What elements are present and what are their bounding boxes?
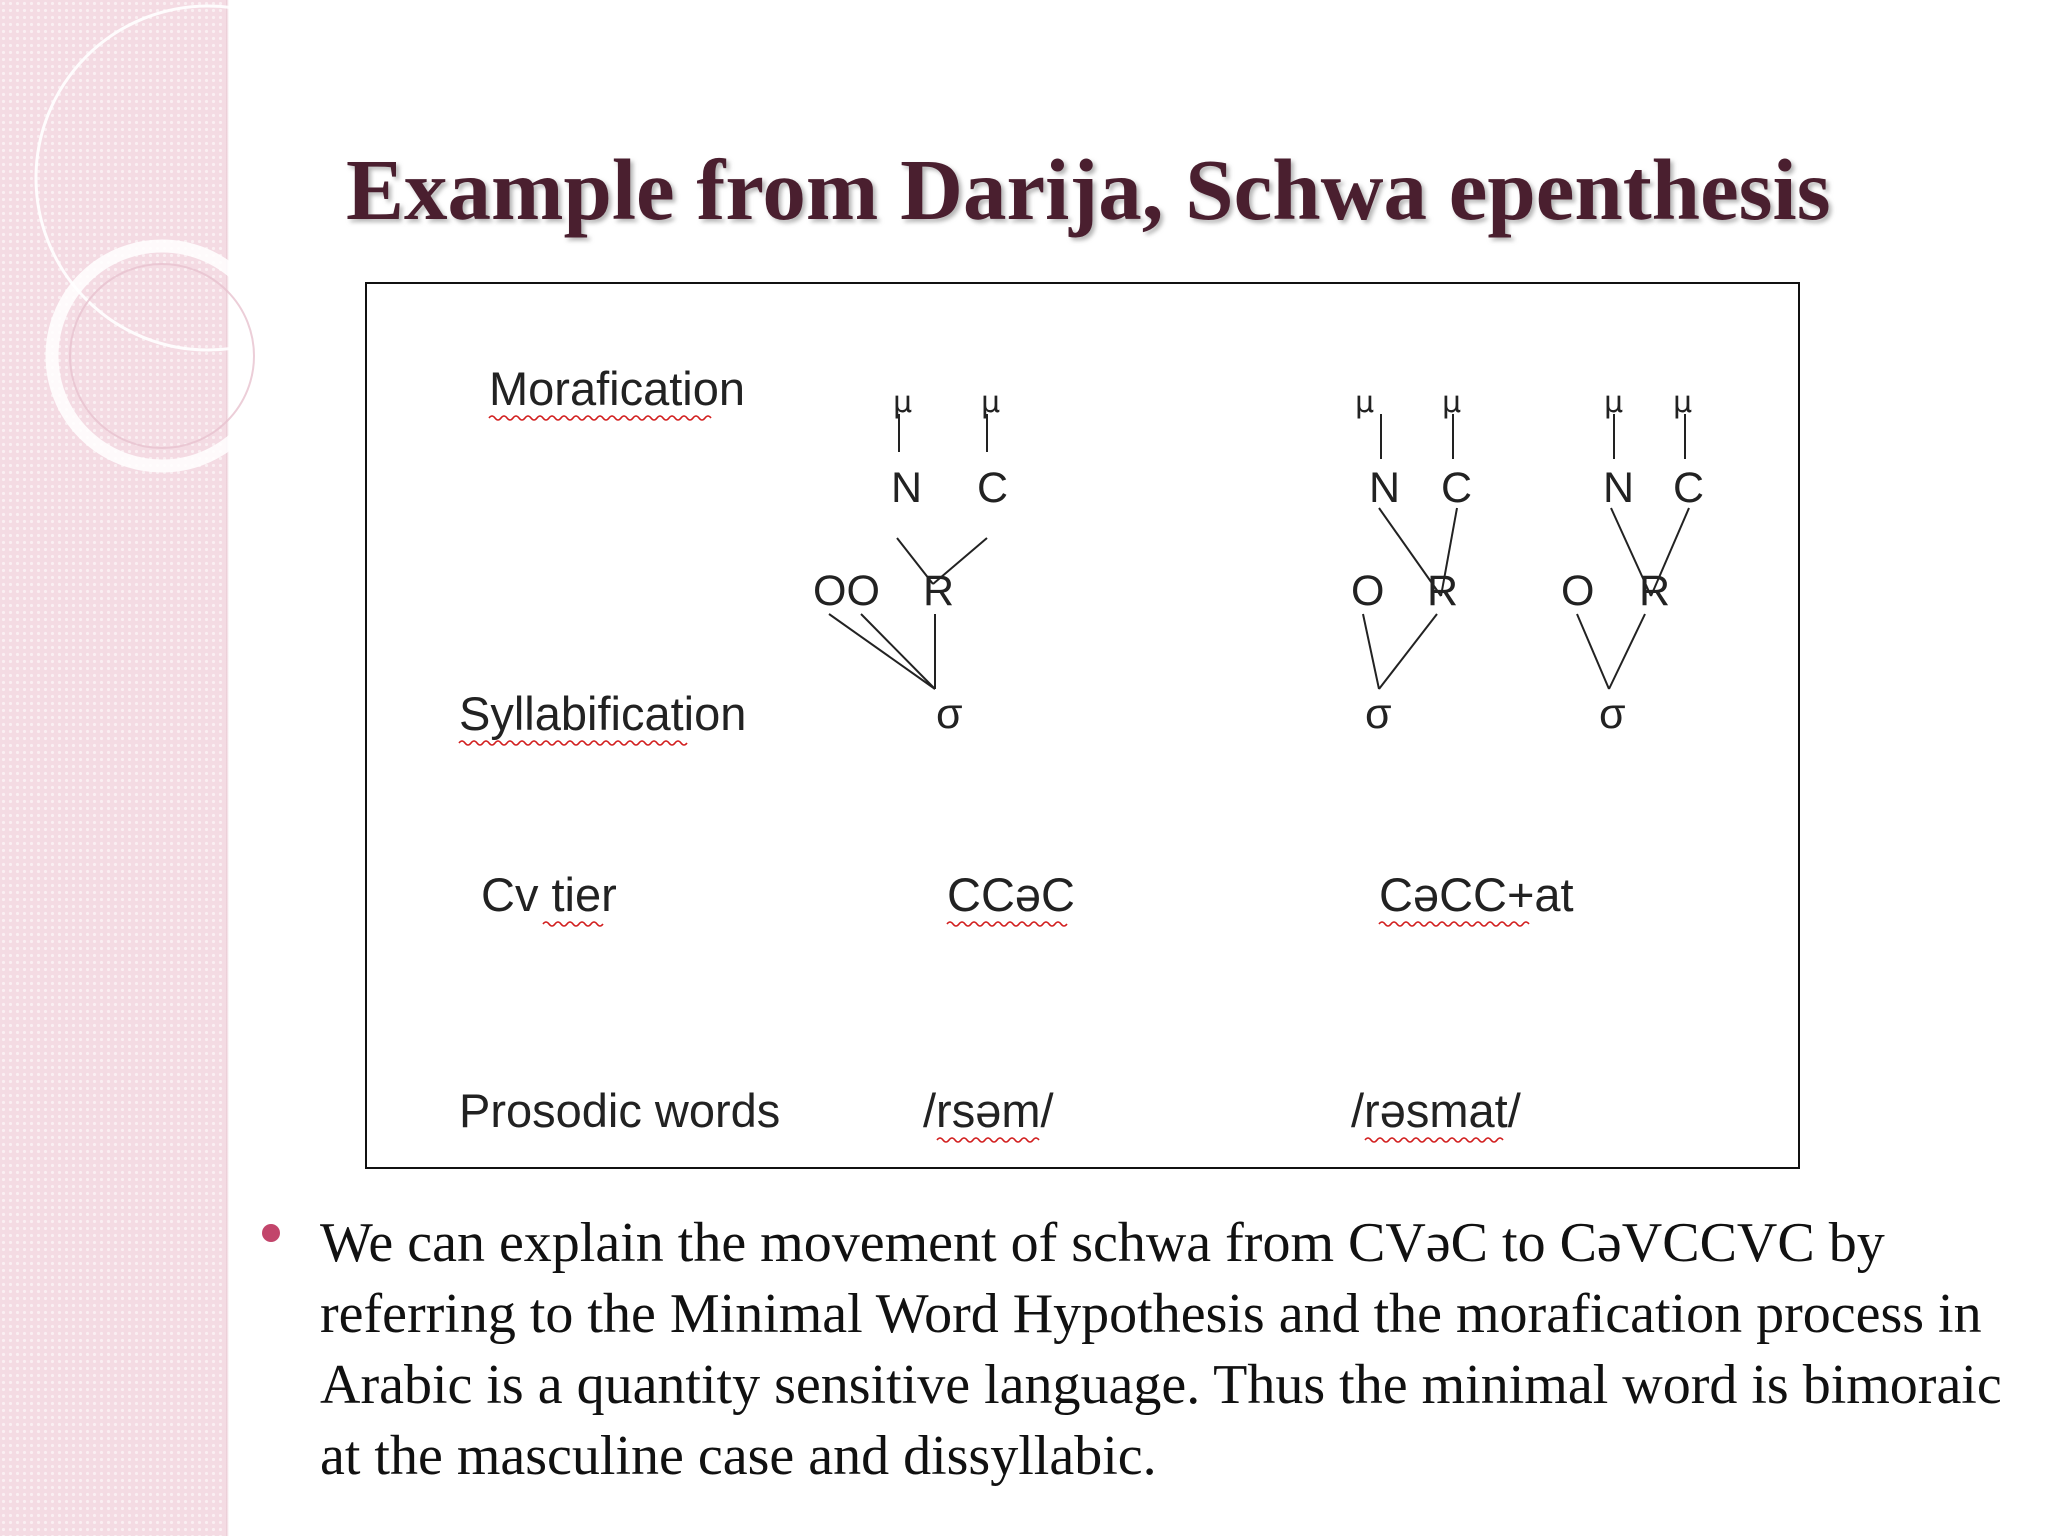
mu-symbol: μ: [1442, 385, 1462, 420]
spellcheck-underline: [459, 741, 687, 745]
nucleus-node: N: [1369, 464, 1401, 512]
sigma-node: σ: [936, 690, 963, 738]
mu-symbol: μ: [1673, 385, 1693, 420]
nucleus-node: N: [891, 464, 923, 512]
mu-symbol: μ: [1604, 385, 1624, 420]
sigma-node: σ: [1365, 690, 1392, 738]
tree-edge: [1577, 614, 1609, 689]
coda-node: C: [1673, 464, 1705, 512]
tree-edge: [1609, 614, 1645, 689]
cv-form: CCəC: [947, 868, 1075, 921]
nucleus-node: N: [1603, 464, 1635, 512]
spellcheck-underline: [937, 1138, 1039, 1142]
tier-label-prosodic-words: Prosodic words: [459, 1084, 781, 1137]
spellcheck-underline: [1365, 1138, 1503, 1142]
prosodic-form: /rsəm/: [923, 1084, 1054, 1137]
rhyme-node: R: [1639, 567, 1671, 615]
cv-form: CəCC+at: [1379, 868, 1574, 921]
onset-node: O: [1351, 567, 1385, 615]
mu-symbol: μ: [1355, 385, 1375, 420]
double-onset-node: OO: [813, 567, 880, 615]
coda-node: C: [1441, 464, 1473, 512]
rhyme-node: R: [1427, 567, 1459, 615]
coda-node: C: [977, 464, 1009, 512]
bullet-text: We can explain the movement of schwa from CVəC to CəVCCVC by referring to the Minimal Word Hypothesis and the morafication process in Arabic is a quantity sensitive language. Thus the minimal word is bimoraic at the masculine case and dissyllabic.: [320, 1212, 2002, 1487]
tier-label-morafication: Morafication: [489, 362, 745, 415]
spellcheck-underline: [489, 416, 711, 420]
mu-symbol: μ: [893, 385, 913, 420]
tree-edge: [861, 614, 935, 689]
decorative-circles: [0, 0, 300, 520]
tier-label-cv: Cv tier: [481, 868, 617, 921]
spellcheck-underline: [1379, 922, 1529, 926]
spellcheck-underline: [947, 922, 1067, 926]
slide-title: Example from Darija, Schwa epenthesis: [346, 141, 1831, 238]
syllable-structure-diagram: [365, 282, 1800, 1169]
mu-symbol: μ: [981, 385, 1001, 420]
bullet-icon: [262, 1224, 280, 1242]
tree-edge: [1379, 614, 1437, 689]
tier-label-syllabification: Syllabification: [459, 687, 747, 740]
prosodic-form: /rəsmat/: [1351, 1084, 1521, 1137]
tree-edge: [1363, 614, 1379, 689]
rhyme-node: R: [923, 567, 955, 615]
sigma-node: σ: [1599, 690, 1626, 738]
onset-node: O: [1561, 567, 1595, 615]
tree-edge: [829, 614, 935, 689]
spellcheck-underline: [543, 922, 603, 926]
